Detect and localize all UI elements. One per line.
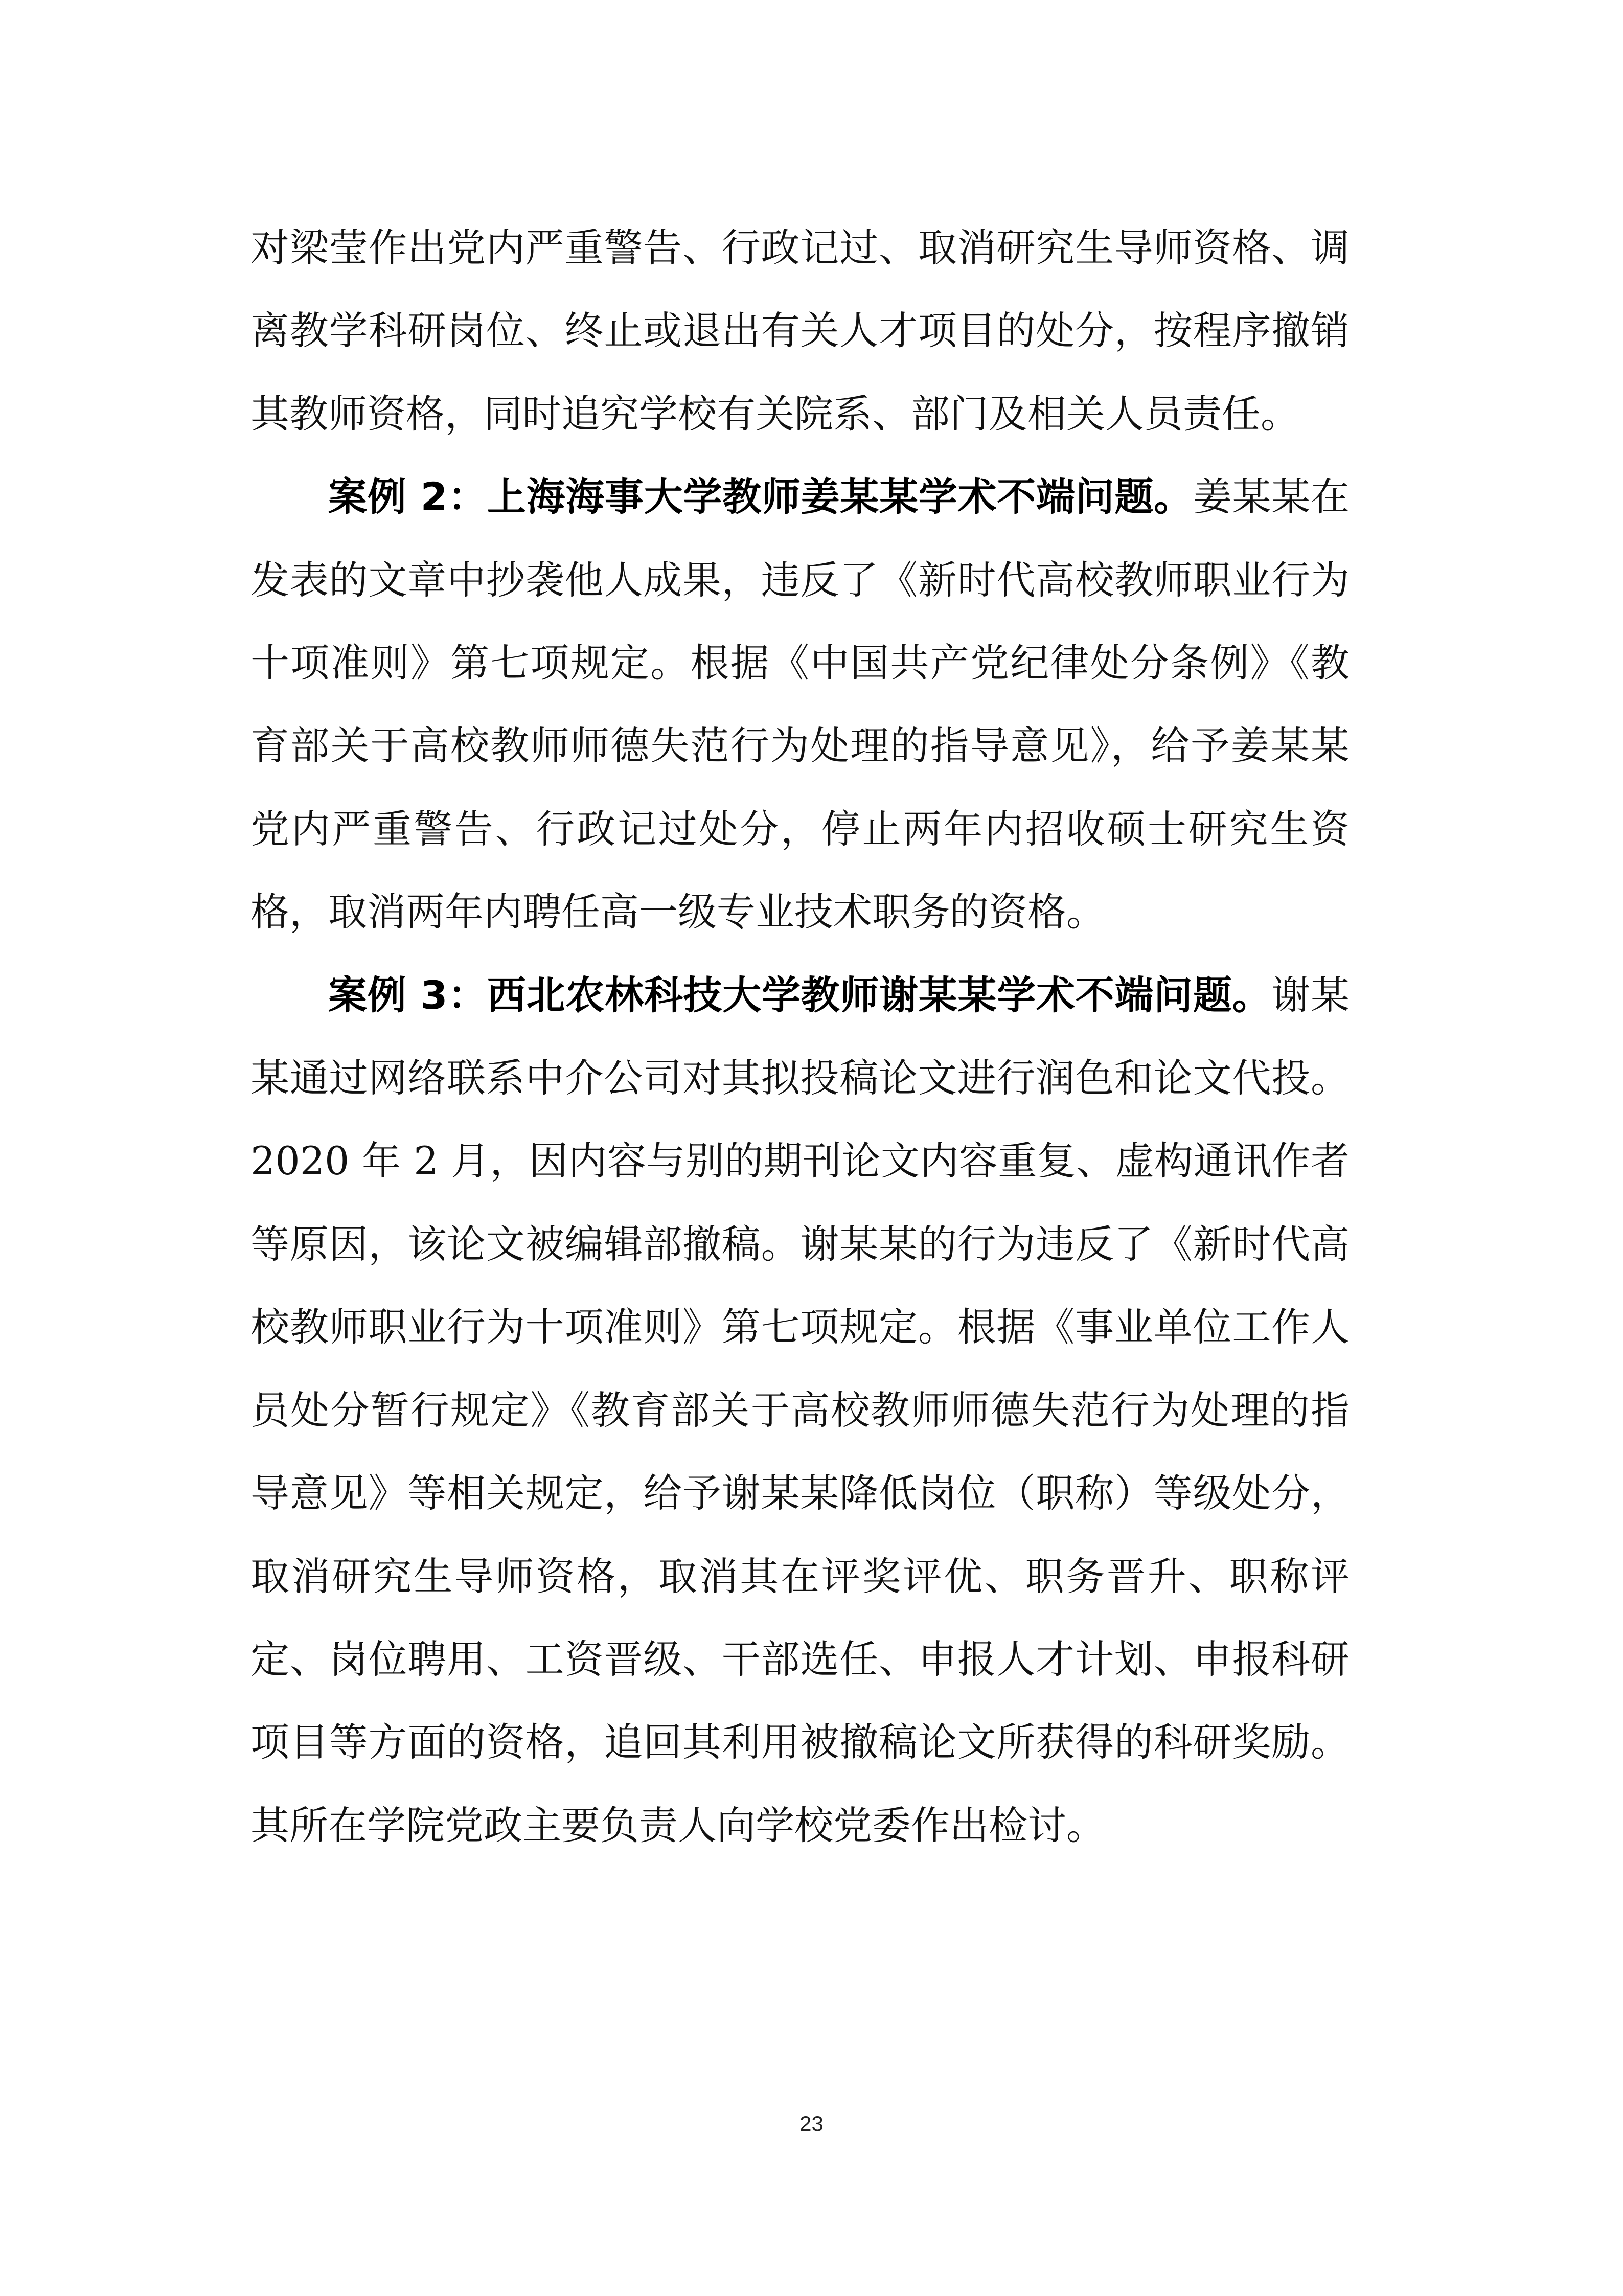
document-body [250,207,1350,1867]
case-2-text: 姜某某在发表的文章中抄袭他人成果，违反了《新时代高校教师职业行为十项准则》第七项规定。根据《中国共产党纪律处分条例》《教育部关于高校教师师德失范行为处理的指导意见》，给予姜某某党内严重警告、行政记过处分，停止两年内招收硕士研究生资格，取消两年内聘任高一级专业技术职务的资格。 [250,474,1350,935]
case-3-heading: 案例 3：西北农林科技大学教师谢某某学术不端问题。 [328,972,1272,1018]
paragraph-continuation [250,207,1350,456]
page-number: 23 [799,2111,824,2135]
paragraph-case-3 [250,954,1350,1867]
case-2-heading: 案例 2：上海海事大学教师姜某某学术不端问题。 [328,474,1193,520]
case-3-text: 谢某某通过网络联系中介公司对其拟投稿论文进行润色和论文代投。2020 年 2 月，因内容与别的期刊论文内容重复、虚构通讯作者等原因，该论文被编辑部撤稿。谢某某的行为违反了《新时代高校教师职业行为十项准则》第七项规定。根据《事业单位工作人员处分暂行规定》《教育部关于高校教师师德失范行为处理的指导意见》等相关规定，给予谢某某降低岗位（职称）等级处分，取消研究生导师资格，取消其在评奖评优、职务晋升、职称评定、岗位聘用、工资晋级、干部选任、申报人才计划、申报科研项目等方面的资格，追回其利用被撤稿论文所获得的科研奖励。其所在学院党政主要负责人向学校党委作出检讨。 [250,972,1350,1848]
paragraph-case-2 [250,456,1350,953]
paragraph-text: 对梁莹作出党内严重警告、行政记过、取消研究生导师资格、调离教学科研岗位、终止或退出有关人才项目的处分，按程序撤销其教师资格，同时追究学校有关院系、部门及相关人员责任。 [250,225,1350,437]
